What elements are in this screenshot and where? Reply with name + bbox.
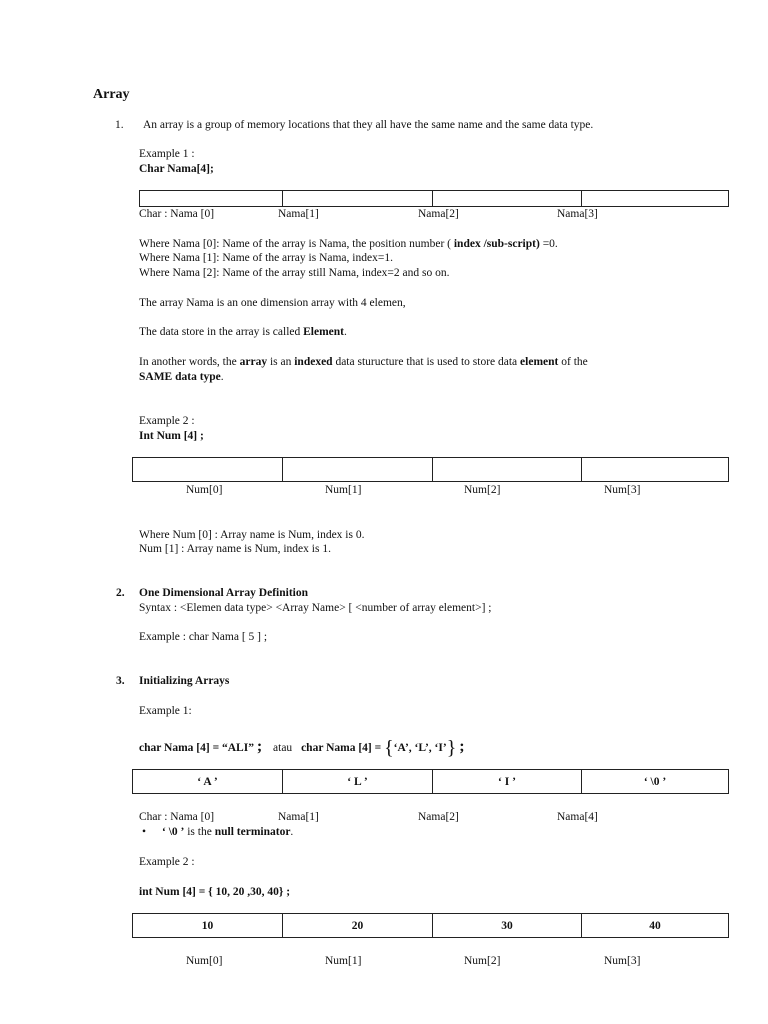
index-label: Nama[2] [418,811,459,823]
index-label: Num[3] [604,484,641,496]
array-cell [582,191,729,207]
array-cell [283,191,433,207]
index-label: Num[1] [325,955,362,967]
syntax-example: Example : char Nama [ 5 ] ; [139,631,268,643]
index-label: Nama[1] [278,208,319,220]
index-label: Num[0] [186,955,223,967]
array-cell: ‘ \0 ’ [582,770,729,794]
array-cell [433,191,582,207]
init-example-1-label: Example 1: [139,705,192,717]
init-example-1-code: char Nama [4] = “ALI” ; atau char Nama [4] = {‘A’, ‘L’, ‘I’} ; [139,737,465,759]
where-nama-1: Where Nama [1]: Name of the array is Nama, index=1. [139,252,393,264]
index-label: Num[2] [464,955,501,967]
section-2-number: 2. [116,587,125,599]
indexed-note-line-2: SAME data type. [139,371,224,383]
array-cell: 20 [283,914,433,938]
element-note: The data store in the array is called Element. [139,326,347,338]
index-label: Num[2] [464,484,501,496]
bullet-icon: • [142,826,147,838]
array-num-init-table [132,913,729,938]
array-cell: 30 [433,914,582,938]
where-nama-2: Where Nama [2]: Name of the array still Nama, index=2 and so on. [139,267,450,279]
array-cell: 10 [133,914,283,938]
array-cell: 40 [582,914,729,938]
index-label: Num[0] [186,484,223,496]
section-3-number: 3. [116,675,125,687]
array-nama-table [139,190,729,207]
index-label: Char : Nama [0] [139,208,215,220]
array-cell: ‘ L ’ [283,770,433,794]
page-title: Array [93,87,130,102]
where-num-0: Where Num [0] : Array name is Num, index is 0. [139,529,365,541]
index-label: Nama[1] [278,811,319,823]
array-cell [433,458,582,482]
null-terminator-note: ‘ \0 ’ is the null terminator. [162,826,294,838]
array-cell [140,191,283,207]
example-2-label: Example 2 : [139,415,195,427]
array-num-table [132,457,729,482]
where-nama-0: Where Nama [0]: Name of the array is Nama, the position number ( index /sub-script) =0. [139,238,558,250]
example-2-code: Int Num [4] ; [139,430,204,442]
index-label: Nama[4] [557,811,598,823]
index-label: Num[1] [325,484,362,496]
index-label: Nama[3] [557,208,598,220]
init-example-2-label: Example 2 : [139,856,195,868]
section-2-title: One Dimensional Array Definition [139,587,308,599]
indexed-note-line-1: In another words, the array is an indexed data sturucture that is used to store data element of the [139,356,588,368]
array-cell: ‘ A ’ [133,770,283,794]
example-1-label: Example 1 : [139,148,195,160]
array-ali-table [132,769,729,794]
section-1-intro: An array is a group of memory locations that they all have the same name and the same data type. [143,119,594,131]
section-3-title: Initializing Arrays [139,675,230,687]
array-cell [133,458,283,482]
index-label: Num[3] [604,955,641,967]
init-example-2-code: int Num [4] = { 10, 20 ,30, 40} ; [139,886,291,898]
index-label: Nama[2] [418,208,459,220]
where-num-1: Num [1] : Array name is Num, index is 1. [139,543,331,555]
array-cell [283,458,433,482]
syntax-line: Syntax : <Elemen data type> <Array Name> [ <number of array element>] ; [139,602,492,614]
array-cell: ‘ I ’ [433,770,582,794]
one-dimension-note: The array Nama is an one dimension array with 4 elemen, [139,297,406,309]
section-1-number: 1. [115,119,124,131]
array-cell [582,458,729,482]
example-1-code: Char Nama[4]; [139,163,214,175]
index-label: Char : Nama [0] [139,811,215,823]
